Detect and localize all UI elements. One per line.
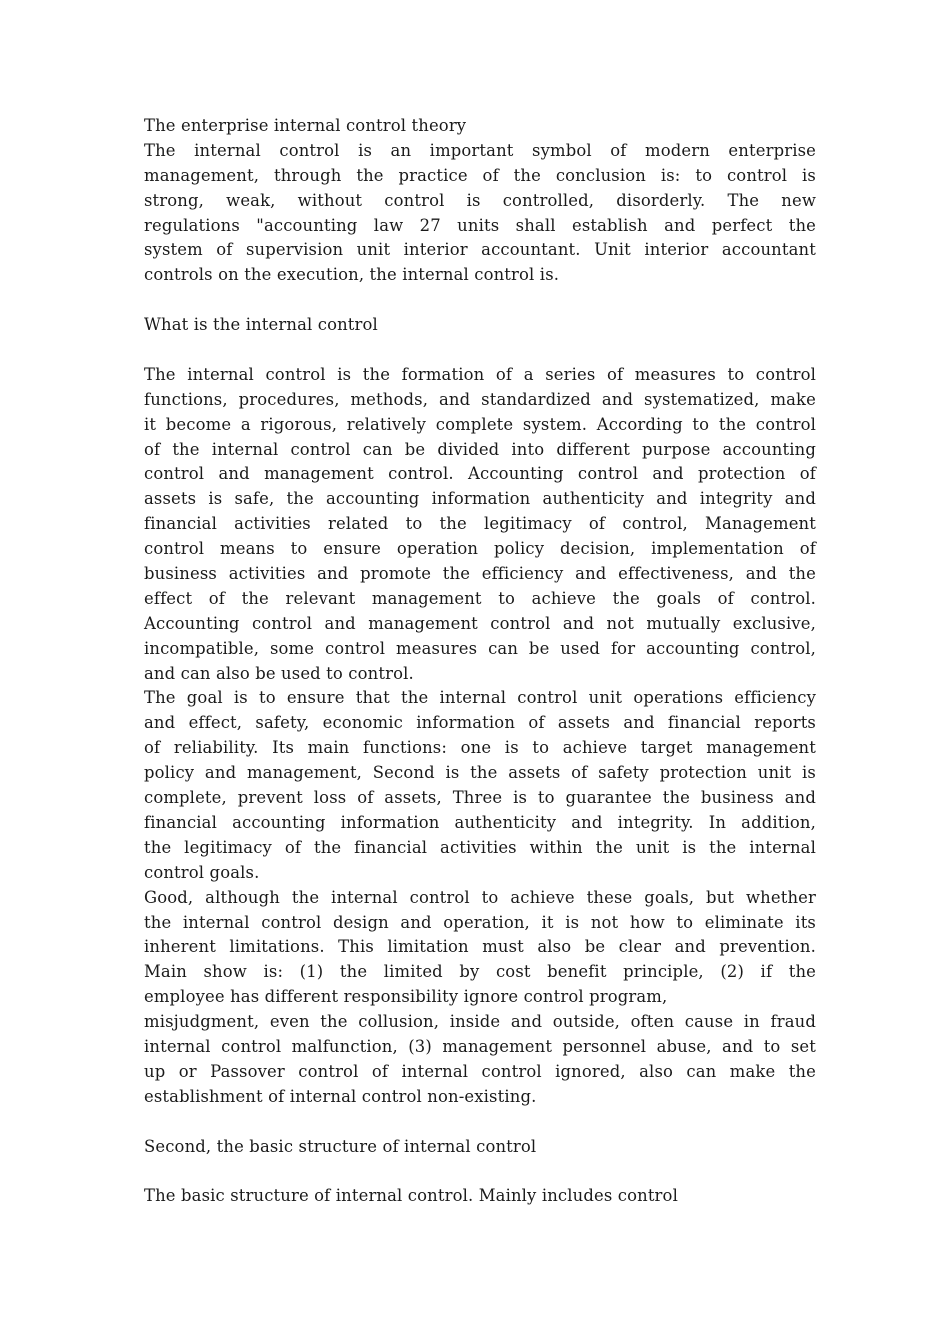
paragraph-line: incompatible, some control measures can be used for accounting control, (144, 638, 816, 658)
paragraph-1 (144, 363, 816, 687)
spacer (144, 338, 816, 363)
paragraph-line: inherent limitations. This limitation must also be clear and prevention. (144, 937, 816, 957)
paragraph-line: strong, weak, without control is controlled, disorderly. The new (144, 190, 816, 210)
paragraph-line: effect of the relevant management to achieve the goals of control. (144, 588, 816, 608)
paragraph-line: and can also be used to control. (144, 663, 414, 683)
paragraph-line: up or Passover control of internal control ignored, also can make the (144, 1061, 816, 1081)
paragraph-line: financial activities related to the legitimacy of control, Management (144, 514, 816, 534)
paragraph-line: Accounting control and management control and not mutually exclusive, (144, 613, 816, 633)
document-body (144, 114, 816, 1209)
section-heading: What is the internal control (144, 315, 378, 335)
paragraph-line: Main show is: (1) the limited by cost benefit principle, (2) if the (144, 962, 816, 982)
spacer (144, 1110, 816, 1135)
paragraph-line: it become a rigorous, relatively complete system. According to the control (144, 414, 816, 434)
document-title: The enterprise internal control theory (144, 116, 467, 135)
section-heading: Second, the basic structure of internal control (144, 1136, 537, 1156)
paragraph-line: control and management control. Accounting control and protection of (144, 464, 816, 484)
paragraph-line: system of supervision unit interior accountant. Unit interior accountant (144, 240, 816, 260)
paragraph-line: The basic structure of internal control. Mainly includes control (144, 1186, 678, 1206)
paragraph-3 (144, 886, 816, 1110)
paragraph-line: the internal control design and operation, it is not how to eliminate its (144, 912, 816, 932)
paragraph-line: of the internal control can be divided into different purpose accounting (144, 439, 816, 459)
paragraph-line: management, through the practice of the conclusion is: to control is (144, 165, 816, 185)
paragraph-line: The goal is to ensure that the internal control unit operations efficiency (144, 688, 816, 708)
paragraph-line: of reliability. Its main functions: one is to achieve target management (144, 738, 816, 758)
spacer (144, 288, 816, 313)
paragraph-line: control goals. (144, 862, 260, 882)
paragraph-line: establishment of internal control non-existing. (144, 1086, 537, 1106)
paragraph-line: controls on the execution, the internal control is. (144, 265, 560, 285)
paragraph-line: internal control malfunction, (3) management personnel abuse, and to set (144, 1036, 816, 1056)
paragraph-line: Good, although the internal control to achieve these goals, but whether (144, 887, 816, 907)
paragraph-line: business activities and promote the efficiency and effectiveness, and the (144, 564, 816, 584)
paragraph-line: functions, procedures, methods, and standardized and systematized, make (144, 389, 816, 409)
paragraph-line: misjudgment, even the collusion, inside and outside, often cause in fraud (144, 1012, 816, 1032)
paragraph-line: assets is safe, the accounting information authenticity and integrity and (144, 489, 816, 509)
intro-paragraph (144, 139, 816, 288)
paragraph-line: the legitimacy of the financial activities within the unit is the internal (144, 837, 816, 857)
paragraph-line: regulations "accounting law 27 units shall establish and perfect the (144, 215, 816, 235)
paragraph-line: policy and management, Second is the assets of safety protection unit is (144, 763, 816, 783)
paragraph-4 (144, 1184, 816, 1209)
paragraph-line: The internal control is the formation of a series of measures to control (144, 364, 816, 384)
paragraph-line: control means to ensure operation policy decision, implementation of (144, 539, 816, 559)
spacer (144, 1159, 816, 1184)
paragraph-line: complete, prevent loss of assets, Three is to guarantee the business and (144, 788, 816, 808)
paragraph-line: financial accounting information authenticity and integrity. In addition, (144, 812, 816, 832)
paragraph-line: and effect, safety, economic information of assets and financial reports (144, 713, 816, 733)
paragraph-line: The internal control is an important symbol of modern enterprise (144, 140, 816, 160)
paragraph-line: employee has different responsibility ignore control program, (144, 987, 668, 1007)
paragraph-2 (144, 686, 816, 885)
